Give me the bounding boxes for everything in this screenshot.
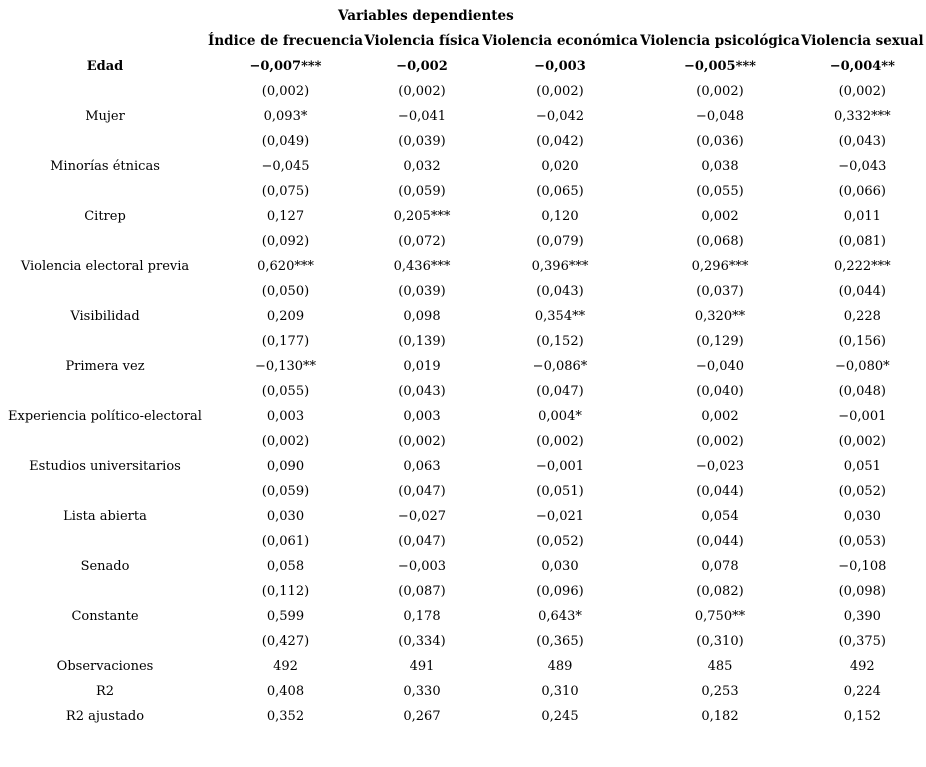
coefficient-cell: 0,222*** bbox=[833, 259, 891, 274]
coefficient-cell: 0,120 bbox=[541, 209, 579, 224]
standard-error-cell: (0,075) bbox=[261, 184, 310, 199]
coefficient-cell: 0,078 bbox=[701, 559, 739, 574]
header-title-row bbox=[2, 4, 924, 29]
column-header-violencia-psicologica: Violencia psicológica bbox=[640, 33, 800, 49]
coefficient-cell: −0,048 bbox=[695, 109, 745, 124]
table-row bbox=[2, 354, 924, 379]
standard-error-cell: (0,051) bbox=[536, 484, 584, 499]
row-label-spacer bbox=[2, 179, 208, 204]
table-row bbox=[2, 504, 924, 529]
row-label-spacer bbox=[2, 629, 208, 654]
table-row-standard-error bbox=[2, 229, 924, 254]
standard-error-cell: (0,036) bbox=[696, 134, 744, 149]
coefficient-cell: −0,040 bbox=[695, 359, 745, 374]
row-label: Visibilidad bbox=[70, 309, 140, 324]
standard-error-cell: (0,049) bbox=[261, 134, 310, 149]
standard-error-cell: (0,096) bbox=[536, 584, 584, 599]
coefficient-cell: 0,436*** bbox=[393, 259, 451, 274]
standard-error-cell: (0,002) bbox=[398, 434, 446, 449]
coefficient-cell: 0,020 bbox=[541, 159, 579, 174]
row-label: Estudios universitarios bbox=[29, 459, 181, 474]
standard-error-cell: (0,334) bbox=[398, 634, 446, 649]
coefficient-cell: 0,354** bbox=[534, 309, 586, 324]
stats-label: Observaciones bbox=[56, 659, 154, 674]
table-row-standard-error bbox=[2, 579, 924, 604]
row-label: Minorías étnicas bbox=[50, 159, 160, 174]
standard-error-cell: (0,087) bbox=[398, 584, 446, 599]
coefficient-cell: −0,002 bbox=[396, 59, 448, 74]
row-label: Senado bbox=[80, 559, 130, 574]
stats-value-cell: 0,152 bbox=[843, 709, 881, 724]
stats-value-cell: 0,352 bbox=[266, 709, 305, 724]
stats-value-cell: 489 bbox=[547, 659, 573, 674]
coefficient-cell: 0,209 bbox=[266, 309, 305, 324]
stats-value-cell: 0,267 bbox=[403, 709, 441, 724]
table-row-standard-error bbox=[2, 629, 924, 654]
coefficient-cell: 0,750** bbox=[694, 609, 746, 624]
coefficient-cell: 0,296*** bbox=[691, 259, 749, 274]
header-columns-row bbox=[2, 29, 924, 54]
table-row-standard-error bbox=[2, 479, 924, 504]
table-row bbox=[2, 304, 924, 329]
coefficient-cell: 0,030 bbox=[266, 509, 305, 524]
row-label: Mujer bbox=[85, 109, 125, 124]
dependent-variables-title: Variables dependientes bbox=[338, 8, 514, 24]
coefficient-cell: 0,002 bbox=[701, 209, 739, 224]
row-label-spacer bbox=[2, 429, 208, 454]
stats-label: R2 ajustado bbox=[65, 709, 145, 724]
table-body bbox=[2, 4, 924, 729]
coefficient-cell: 0,620*** bbox=[257, 259, 314, 274]
standard-error-cell: (0,044) bbox=[696, 484, 744, 499]
stats-value-cell: 491 bbox=[409, 659, 435, 674]
standard-error-cell: (0,002) bbox=[261, 84, 310, 99]
standard-error-cell: (0,177) bbox=[261, 334, 310, 349]
coefficient-cell: −0,043 bbox=[838, 159, 887, 174]
standard-error-cell: (0,002) bbox=[261, 434, 310, 449]
regression-table bbox=[2, 4, 924, 729]
standard-error-cell: (0,082) bbox=[696, 584, 744, 599]
row-label: Edad bbox=[86, 59, 124, 74]
standard-error-cell: (0,050) bbox=[261, 284, 310, 299]
standard-error-cell: (0,139) bbox=[398, 334, 446, 349]
stats-value-cell: 485 bbox=[707, 659, 733, 674]
column-header-indice-frecuencia: Índice de frecuencia bbox=[208, 33, 363, 49]
standard-error-cell: (0,065) bbox=[536, 184, 584, 199]
standard-error-cell: (0,047) bbox=[398, 484, 446, 499]
header-spacer bbox=[2, 29, 208, 54]
coefficient-cell: −0,007*** bbox=[249, 59, 322, 74]
standard-error-cell: (0,079) bbox=[536, 234, 584, 249]
coefficient-cell: 0,030 bbox=[843, 509, 881, 524]
coefficient-cell: −0,003 bbox=[397, 559, 447, 574]
table-row bbox=[2, 554, 924, 579]
table-row-standard-error bbox=[2, 529, 924, 554]
column-header-violencia-economica: Violencia económica bbox=[482, 33, 638, 49]
standard-error-cell: (0,044) bbox=[838, 284, 886, 299]
standard-error-cell: (0,052) bbox=[838, 484, 886, 499]
standard-error-cell: (0,002) bbox=[696, 84, 744, 99]
table-row-standard-error bbox=[2, 379, 924, 404]
standard-error-cell: (0,002) bbox=[696, 434, 744, 449]
stats-value-cell: 492 bbox=[273, 659, 298, 674]
row-label-spacer bbox=[2, 379, 208, 404]
table-row-standard-error bbox=[2, 329, 924, 354]
coefficient-cell: 0,063 bbox=[403, 459, 441, 474]
standard-error-cell: (0,043) bbox=[398, 384, 446, 399]
coefficient-cell: 0,011 bbox=[843, 209, 881, 224]
standard-error-cell: (0,044) bbox=[696, 534, 744, 549]
coefficient-cell: −0,041 bbox=[397, 109, 447, 124]
coefficient-cell: −0,023 bbox=[695, 459, 745, 474]
row-label-spacer bbox=[2, 79, 208, 104]
coefficient-cell: 0,002 bbox=[701, 409, 739, 424]
table-row bbox=[2, 454, 924, 479]
coefficient-cell: −0,001 bbox=[535, 459, 585, 474]
coefficient-cell: 0,396*** bbox=[531, 259, 589, 274]
coefficient-cell: −0,080* bbox=[835, 359, 890, 374]
standard-error-cell: (0,047) bbox=[398, 534, 446, 549]
table-row bbox=[2, 604, 924, 629]
coefficient-cell: 0,599 bbox=[266, 609, 305, 624]
stats-value-cell: 0,330 bbox=[403, 684, 441, 699]
coefficient-cell: 0,098 bbox=[403, 309, 441, 324]
coefficient-cell: 0,205*** bbox=[393, 209, 451, 224]
standard-error-cell: (0,112) bbox=[261, 584, 310, 599]
standard-error-cell: (0,375) bbox=[838, 634, 886, 649]
stats-value-cell: 0,224 bbox=[843, 684, 881, 699]
table-row bbox=[2, 254, 924, 279]
coefficient-cell: −0,130** bbox=[254, 359, 317, 374]
standard-error-cell: (0,052) bbox=[536, 534, 584, 549]
row-label-spacer bbox=[2, 529, 208, 554]
table-row bbox=[2, 204, 924, 229]
coefficient-cell: −0,086* bbox=[532, 359, 588, 374]
table-row bbox=[2, 104, 924, 129]
standard-error-cell: (0,039) bbox=[398, 284, 446, 299]
row-label-spacer bbox=[2, 479, 208, 504]
coefficient-cell: 0,228 bbox=[843, 309, 881, 324]
table-row-standard-error bbox=[2, 79, 924, 104]
table-row-standard-error bbox=[2, 279, 924, 304]
table-row bbox=[2, 54, 924, 79]
standard-error-cell: (0,040) bbox=[696, 384, 744, 399]
standard-error-cell: (0,068) bbox=[696, 234, 744, 249]
standard-error-cell: (0,043) bbox=[536, 284, 584, 299]
row-label: Lista abierta bbox=[63, 509, 147, 524]
standard-error-cell: (0,310) bbox=[696, 634, 744, 649]
stats-row bbox=[2, 654, 924, 679]
standard-error-cell: (0,002) bbox=[398, 84, 446, 99]
coefficient-cell: 0,320** bbox=[694, 309, 746, 324]
row-label: Violencia electoral previa bbox=[20, 259, 190, 274]
standard-error-cell: (0,002) bbox=[536, 434, 584, 449]
standard-error-cell: (0,002) bbox=[838, 434, 886, 449]
coefficient-cell: 0,332*** bbox=[833, 109, 891, 124]
standard-error-cell: (0,037) bbox=[696, 284, 744, 299]
coefficient-cell: 0,003 bbox=[403, 409, 441, 424]
header-spacer bbox=[2, 4, 208, 29]
row-label-spacer bbox=[2, 229, 208, 254]
coefficient-cell: 0,051 bbox=[843, 459, 881, 474]
stats-row bbox=[2, 704, 924, 729]
stats-value-cell: 492 bbox=[849, 659, 875, 674]
stats-value-cell: 0,408 bbox=[266, 684, 305, 699]
coefficient-cell: −0,108 bbox=[838, 559, 887, 574]
standard-error-cell: (0,092) bbox=[261, 234, 310, 249]
coefficient-cell: 0,019 bbox=[403, 359, 441, 374]
standard-error-cell: (0,042) bbox=[536, 134, 584, 149]
standard-error-cell: (0,047) bbox=[536, 384, 584, 399]
standard-error-cell: (0,002) bbox=[536, 84, 584, 99]
table-row-standard-error bbox=[2, 429, 924, 454]
stats-value-cell: 0,253 bbox=[701, 684, 739, 699]
standard-error-cell: (0,066) bbox=[838, 184, 886, 199]
standard-error-cell: (0,427) bbox=[261, 634, 310, 649]
coefficient-cell: 0,643* bbox=[538, 609, 582, 624]
standard-error-cell: (0,055) bbox=[261, 384, 310, 399]
standard-error-cell: (0,053) bbox=[838, 534, 886, 549]
row-label-spacer bbox=[2, 329, 208, 354]
table-row bbox=[2, 404, 924, 429]
row-label: Constante bbox=[71, 609, 139, 624]
coefficient-cell: −0,003 bbox=[534, 59, 586, 74]
coefficient-cell: 0,030 bbox=[541, 559, 579, 574]
standard-error-cell: (0,055) bbox=[696, 184, 744, 199]
standard-error-cell: (0,081) bbox=[838, 234, 886, 249]
column-header-violencia-fisica: Violencia física bbox=[364, 33, 480, 49]
stats-value-cell: 0,182 bbox=[701, 709, 739, 724]
coefficient-cell: −0,021 bbox=[535, 509, 585, 524]
standard-error-cell: (0,129) bbox=[696, 334, 744, 349]
standard-error-cell: (0,156) bbox=[838, 334, 886, 349]
row-label-spacer bbox=[2, 579, 208, 604]
coefficient-cell: 0,003 bbox=[266, 409, 305, 424]
coefficient-cell: −0,001 bbox=[838, 409, 887, 424]
standard-error-cell: (0,002) bbox=[838, 84, 886, 99]
coefficient-cell: 0,032 bbox=[403, 159, 441, 174]
table-row-standard-error bbox=[2, 179, 924, 204]
coefficient-cell: −0,045 bbox=[261, 159, 310, 174]
table-row bbox=[2, 154, 924, 179]
stats-label: R2 bbox=[95, 684, 115, 699]
row-label-spacer bbox=[2, 129, 208, 154]
standard-error-cell: (0,365) bbox=[536, 634, 584, 649]
table-row-standard-error bbox=[2, 129, 924, 154]
coefficient-cell: 0,004* bbox=[538, 409, 582, 424]
coefficient-cell: 0,090 bbox=[266, 459, 305, 474]
coefficient-cell: 0,054 bbox=[701, 509, 739, 524]
coefficient-cell: 0,390 bbox=[843, 609, 881, 624]
standard-error-cell: (0,059) bbox=[398, 184, 446, 199]
standard-error-cell: (0,072) bbox=[398, 234, 446, 249]
row-label: Experiencia político-electoral bbox=[8, 409, 202, 424]
stats-row bbox=[2, 679, 924, 704]
standard-error-cell: (0,098) bbox=[838, 584, 886, 599]
coefficient-cell: 0,038 bbox=[701, 159, 739, 174]
coefficient-cell: −0,042 bbox=[535, 109, 585, 124]
standard-error-cell: (0,152) bbox=[536, 334, 584, 349]
coefficient-cell: 0,178 bbox=[403, 609, 441, 624]
stats-value-cell: 0,310 bbox=[541, 684, 579, 699]
standard-error-cell: (0,059) bbox=[261, 484, 310, 499]
coefficient-cell: 0,093* bbox=[263, 109, 308, 124]
coefficient-cell: 0,127 bbox=[266, 209, 305, 224]
row-label-spacer bbox=[2, 279, 208, 304]
standard-error-cell: (0,043) bbox=[838, 134, 886, 149]
standard-error-cell: (0,061) bbox=[261, 534, 310, 549]
standard-error-cell: (0,039) bbox=[398, 134, 446, 149]
coefficient-cell: −0,027 bbox=[397, 509, 447, 524]
row-label: Citrep bbox=[84, 209, 126, 224]
coefficient-cell: −0,004** bbox=[829, 59, 895, 74]
column-header-violencia-sexual: Violencia sexual bbox=[800, 33, 924, 49]
coefficient-cell: −0,005*** bbox=[683, 59, 756, 74]
stats-value-cell: 0,245 bbox=[541, 709, 579, 724]
row-label: Primera vez bbox=[65, 359, 145, 374]
coefficient-cell: 0,058 bbox=[266, 559, 305, 574]
standard-error-cell: (0,048) bbox=[838, 384, 886, 399]
